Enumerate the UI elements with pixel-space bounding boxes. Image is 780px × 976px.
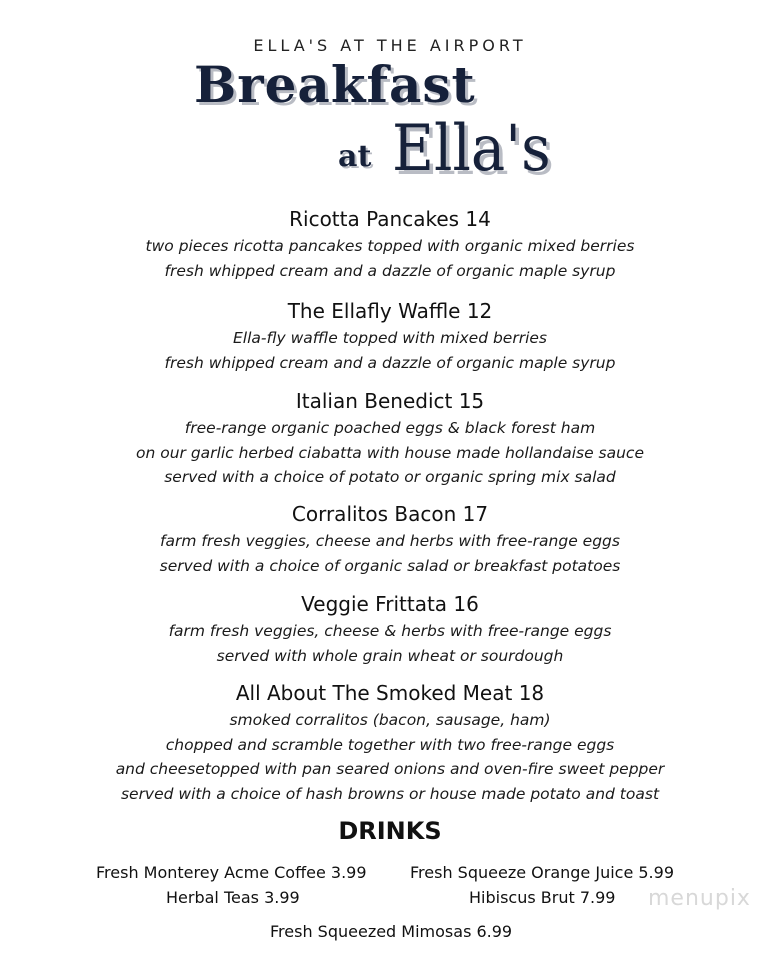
item-desc: served with whole grain wheat or sourdough [216,646,564,665]
title-breakfast: Breakfast [194,55,476,114]
item-desc: served with a choice of hash browns or house made potato and toast [120,784,660,803]
item-desc: fresh whipped cream and a dazzle of organic maple syrup [164,353,616,372]
menu-item [0,678,780,806]
item-desc: and cheesetopped with pan seared onions and oven-fire sweet pepper [115,760,665,778]
item-desc: smoked corralitos (bacon, sausage, ham) [229,711,551,729]
item-desc: served with a choice of potato or organic spring mix salad [164,468,616,486]
item-desc: served with a choice of organic salad or breakfast potatoes [159,556,621,575]
item-desc: chopped and scramble together with two free-range eggs [165,735,615,754]
drink-item: Herbal Teas 3.99 [166,888,300,907]
item-name: Veggie Frittata 16 [301,592,479,616]
drink-item: Fresh Squeezed Mimosas 6.99 [270,922,513,941]
item-desc: free-range organic poached eggs & black forest ham [184,419,596,437]
item-desc: farm fresh veggies, cheese and herbs with free-range eggs [160,532,620,550]
item-desc: two pieces ricotta pancakes topped with organic mixed berries [145,237,635,255]
drink-item: Fresh Monterey Acme Coffee 3.99 [96,863,367,882]
title-ellas: Ella's [392,112,551,186]
item-desc: on our garlic herbed ciabatta with house made hollandaise sauce [136,443,644,462]
item-desc: Ella-fly waffle topped with mixed berries [232,329,547,347]
item-name: Ricotta Pancakes 14 [289,207,491,231]
drinks-heading: DRINKS [338,817,442,845]
item-name: The Ellafly Waffle 12 [287,299,493,323]
title-at: at [338,139,372,174]
menu-item [0,589,780,668]
menu-item [0,386,780,490]
item-desc: farm fresh veggies, cheese & herbs with free-range eggs [168,622,612,640]
drink-item: Hibiscus Brut 7.99 [469,888,616,907]
drink-item: Fresh Squeeze Orange Juice 5.99 [410,863,674,882]
item-name: Corralitos Bacon 17 [291,502,489,526]
restaurant-subtitle: ELLA'S AT THE AIRPORT [253,36,527,55]
watermark: menupix [648,886,751,911]
menu-item [0,499,780,578]
menu-item [0,204,780,283]
item-name: Italian Benedict 15 [295,389,485,413]
menu-item [0,296,780,375]
item-desc: fresh whipped cream and a dazzle of organic maple syrup [164,261,616,280]
item-name: All About The Smoked Meat 18 [235,681,545,705]
